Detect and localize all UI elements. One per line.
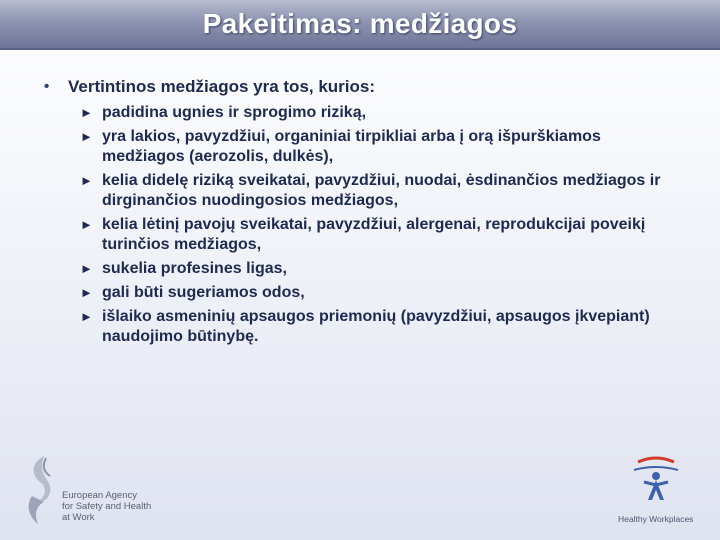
triangle-right-icon: ► [80, 309, 93, 324]
lead-line [44, 77, 684, 97]
list-item-text: padidina ugnies ir sprogimo riziką, [102, 104, 367, 121]
list-item [80, 283, 684, 303]
list-item [80, 215, 684, 255]
list-item [80, 259, 684, 279]
healthy-workplaces-logo [614, 452, 704, 530]
list-item-text: išlaiko asmeninių apsaugos priemonių (pavyzdžiui, apsaugos įkvepiant) naudojimo būtinybę. [102, 308, 650, 345]
list-item [80, 171, 684, 211]
title-bar [0, 0, 720, 50]
campaign-name: Healthy Workplaces [618, 514, 694, 524]
triangle-right-icon: ► [80, 217, 93, 232]
agency-emblem-icon [22, 452, 62, 530]
triangle-right-icon: ► [80, 105, 93, 120]
agency-logo [22, 452, 162, 530]
triangle-right-icon: ► [80, 129, 93, 144]
list-item-text: sukelia profesines ligas, [102, 260, 287, 277]
list-item-text: kelia didelę riziką sveikatai, pavyzdžiui, nuodai, ėsdinančios medžiagos ir dirginančios nuodingosios medžiagos, [102, 172, 661, 209]
campaign-emblem-icon [614, 452, 704, 512]
lead-text: Vertintinos medžiagos yra tos, kurios: [68, 77, 376, 96]
triangle-right-icon: ► [80, 173, 93, 188]
agency-name-line: for Safety and Health [62, 501, 152, 512]
slide-title: Pakeitimas: medžiagos [202, 8, 518, 39]
list-item-text: gali būti sugeriamos odos, [102, 284, 305, 301]
list-item [80, 103, 684, 123]
agency-name-line: European Agency [62, 490, 138, 501]
list-item-text: kelia lėtinį pavojų sveikatai, pavyzdžiui, alergenai, reprodukcijai poveikį turinčios medžiagos, [102, 216, 646, 253]
list-item [80, 127, 684, 167]
triangle-right-icon: ► [80, 285, 93, 300]
bullet-icon: • [44, 78, 50, 95]
sub-list [80, 103, 684, 347]
agency-name-line: at Work [62, 512, 95, 523]
agency-name [62, 490, 151, 523]
triangle-right-icon: ► [80, 261, 93, 276]
slide-content [44, 77, 684, 351]
list-item-text: yra lakios, pavyzdžiui, organiniai tirpikliai arba į orą išpurškiamos medžiagos (aerozolis, dulkės), [102, 128, 601, 165]
list-item [80, 307, 684, 347]
